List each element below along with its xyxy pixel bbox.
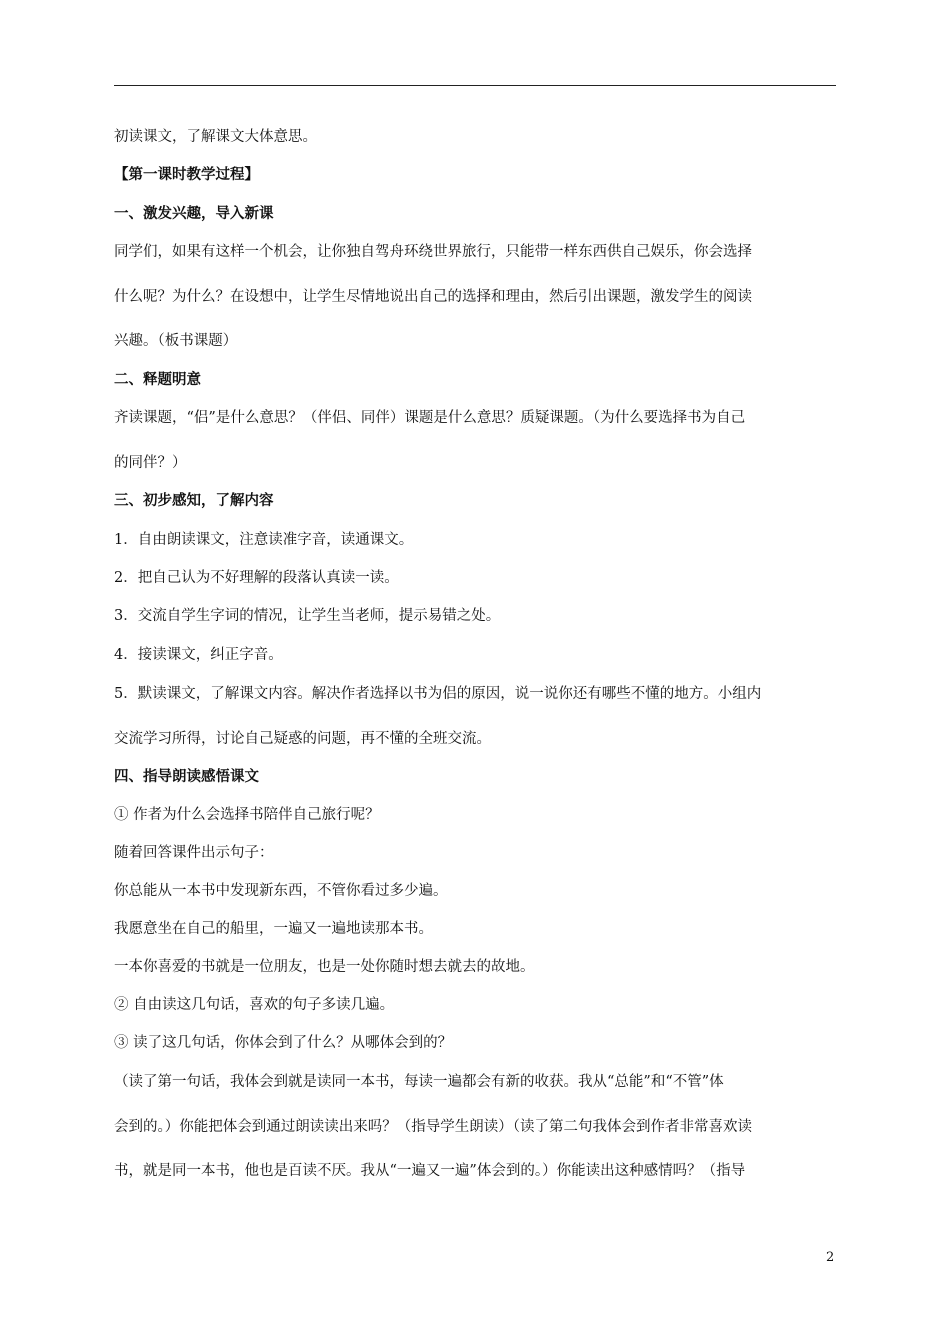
- text-line: 什么呢？为什么？在设想中，让学生尽情地说出自己的选择和理由，然后引出课题，激发学生的阅读: [114, 289, 752, 305]
- text-line: ③ 读了这几句话，你体会到了什么？从哪体会到的？: [114, 1035, 453, 1051]
- list-item: 3．交流自学生字词的情况，让学生当老师，提示易错之处。: [114, 608, 501, 624]
- section-heading: 【第一课时教学过程】: [114, 166, 259, 183]
- list-item: 1．自由朗读课文，注意读准字音，读通课文。: [114, 532, 414, 548]
- text-line: （读了第一句话，我体会到就是读同一本书，每读一遍都会有新的收获。我从“总能”和“不管”体: [114, 1074, 724, 1090]
- section-heading: 三、初步感知，了解内容: [114, 492, 274, 509]
- list-item: 4．接读课文，纠正字音。: [114, 647, 283, 663]
- section-heading: 四、指导朗读感悟课文: [114, 768, 259, 785]
- text-line: 我愿意坐在自己的船里，一遍又一遍地读那本书。: [114, 921, 433, 937]
- text-line: 随着回答课件出示句子：: [114, 845, 274, 861]
- text-line: 你总能从一本书中发现新东西，不管你看过多少遍。: [114, 883, 448, 899]
- text-line: 一本你喜爱的书就是一位朋友，也是一处你随时想去就去的故地。: [114, 959, 535, 975]
- text-line: 书，就是同一本书，他也是百读不厌。我从“一遍又一遍”体会到的。）你能读出这种感情吗？（指导: [114, 1163, 746, 1179]
- header-rule: [114, 85, 836, 86]
- text-line: 初读课文，了解课文大体意思。: [114, 129, 317, 145]
- text-line: 同学们，如果有这样一个机会，让你独自驾舟环绕世界旅行，只能带一样东西供自己娱乐，你会选择: [114, 244, 752, 260]
- list-item: 5．默读课文，了解课文内容。解决作者选择以书为侣的原因，说一说你还有哪些不懂的地方。小组内: [114, 686, 762, 702]
- list-item: 2．把自己认为不好理解的段落认真读一读。: [114, 570, 399, 586]
- text-line: ① 作者为什么会选择书陪伴自己旅行呢？: [114, 807, 380, 823]
- text-line: ② 自由读这几句话，喜欢的句子多读几遍。: [114, 997, 395, 1013]
- text-line: 会到的。）你能把体会到通过朗读读出来吗？（指导学生朗读）（读了第二句我体会到作者非常喜欢读: [114, 1119, 752, 1135]
- text-line: 齐读课题，“侣”是什么意思？（伴侣、同伴）课题是什么意思？质疑课题。（为什么要选择书为自己: [114, 410, 746, 426]
- text-line: 交流学习所得，讨论自己疑惑的问题，再不懂的全班交流。: [114, 731, 491, 747]
- section-heading: 二、释题明意: [114, 371, 201, 388]
- text-line: 兴趣。（板书课题）: [114, 333, 238, 349]
- text-line: 的同伴？）: [114, 455, 187, 471]
- page-number: 2: [826, 1250, 835, 1265]
- section-heading: 一、激发兴趣，导入新课: [114, 205, 274, 222]
